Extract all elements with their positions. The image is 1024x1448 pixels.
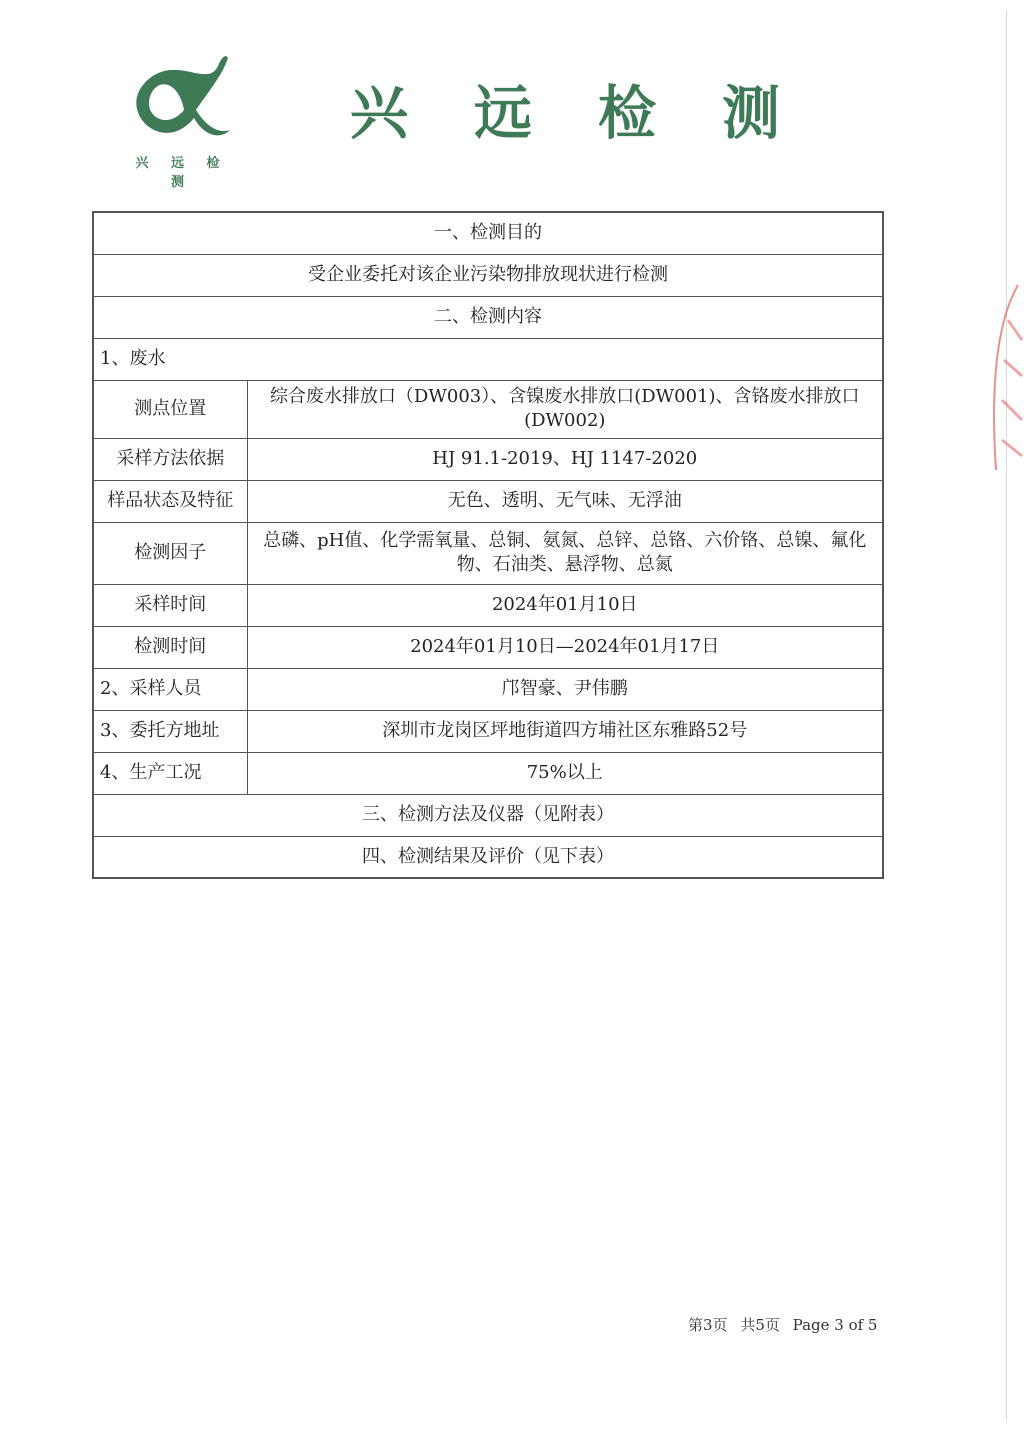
- logo-mark-icon: [122, 48, 242, 148]
- purpose-heading: 一、检测目的: [93, 212, 883, 254]
- title-char: 兴: [350, 79, 409, 147]
- logo-caption: 兴 远 检 测: [135, 156, 229, 190]
- row-value: 2024年01月10日: [247, 584, 883, 626]
- table-row: [93, 626, 883, 668]
- table-row: [93, 296, 883, 338]
- row-value: 综合废水排放口（DW003）、含镍废水排放口(DW001)、含铬废水排放口(DW002): [247, 380, 883, 438]
- row-label: 测点位置: [93, 380, 247, 438]
- table-row: [93, 438, 883, 480]
- row-label: 2、采样人员: [93, 668, 247, 710]
- table-row: [93, 752, 883, 794]
- table-row: [93, 584, 883, 626]
- page-footer: [688, 1314, 885, 1335]
- title-char: 测: [721, 79, 780, 147]
- result-heading: 四、检测结果及评价（见下表）: [93, 836, 883, 878]
- table-row: [93, 212, 883, 254]
- page-number-en: Page 3 of 5: [792, 1316, 878, 1334]
- table-row: [93, 254, 883, 296]
- table-row: [93, 380, 883, 438]
- row-label: 采样时间: [93, 584, 247, 626]
- table-row: [93, 522, 883, 584]
- scan-edge-line: [1006, 10, 1007, 1420]
- table-row: [93, 710, 883, 752]
- inspection-content-table: [92, 211, 884, 879]
- table-row: [93, 836, 883, 878]
- row-value: 总磷、pH值、化学需氧量、总铜、氨氮、总锌、总铬、六价铬、总镍、氟化物、石油类、悬浮物、总氮: [247, 522, 883, 584]
- row-value: 邝智豪、尹伟鹏: [247, 668, 883, 710]
- company-title: [350, 66, 780, 150]
- row-label: 3、委托方地址: [93, 710, 247, 752]
- page-total-cn: 共5页: [740, 1316, 780, 1334]
- table-row: [93, 480, 883, 522]
- table-row: [93, 338, 883, 380]
- purpose-text: 受企业委托对该企业污染物排放现状进行检测: [93, 254, 883, 296]
- document-header: [0, 0, 1024, 200]
- method-heading: 三、检测方法及仪器（见附表）: [93, 794, 883, 836]
- row-value: 深圳市龙岗区坪地街道四方埔社区东雅路52号: [247, 710, 883, 752]
- table-row: [93, 668, 883, 710]
- report-table-container: [92, 211, 884, 879]
- company-logo: [122, 48, 242, 190]
- content-heading: 二、检测内容: [93, 296, 883, 338]
- row-value: 75%以上: [247, 752, 883, 794]
- row-value: HJ 91.1-2019、HJ 1147-2020: [247, 438, 883, 480]
- table-row: [93, 794, 883, 836]
- row-label: 采样方法依据: [93, 438, 247, 480]
- title-char: 检: [597, 79, 656, 147]
- row-value: 2024年01月10日—2024年01月17日: [247, 626, 883, 668]
- row-label: 检测因子: [93, 522, 247, 584]
- row-label: 检测时间: [93, 626, 247, 668]
- wastewater-heading: 1、废水: [93, 338, 883, 380]
- title-char: 远: [473, 79, 532, 147]
- seal-stamp: [978, 280, 1024, 480]
- row-value: 无色、透明、无气味、无浮油: [247, 480, 883, 522]
- page-number-cn: 第3页: [688, 1316, 728, 1334]
- row-label: 样品状态及特征: [93, 480, 247, 522]
- row-label: 4、生产工况: [93, 752, 247, 794]
